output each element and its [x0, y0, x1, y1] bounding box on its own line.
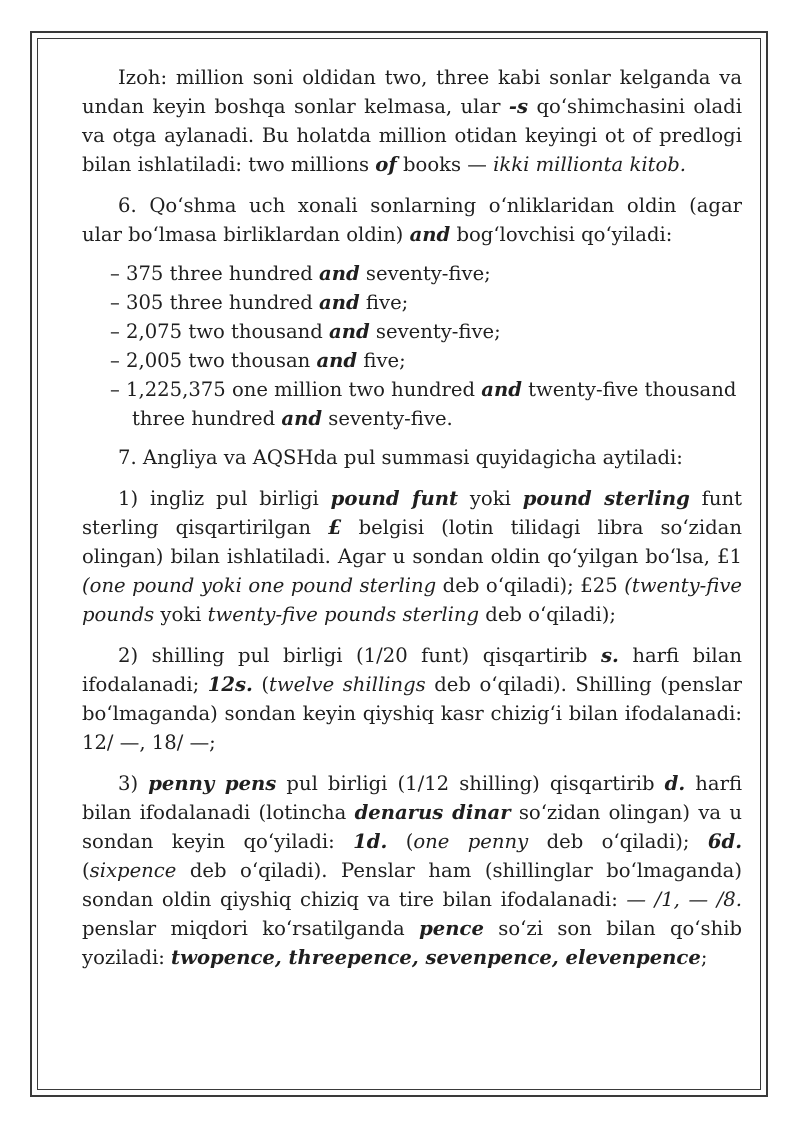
text-span: seventy-five. [322, 407, 453, 430]
emphasis-text: -s [508, 95, 529, 118]
text-span: 2,075 two thousand [126, 320, 330, 343]
text-span: 2,005 two thousan [126, 349, 317, 372]
emphasis-text: and [281, 407, 323, 430]
dash-marker: – [110, 320, 120, 343]
text-span: belgisi (lotin tilidagi libra so‘zidan olingan) bilan ishlatiladi. Agar u sondan oldin qo‘yilgan bo‘lsa, £1 [82, 516, 742, 568]
emphasis-text: d. [664, 772, 686, 795]
text-span: qo‘shimchasini oladi va otga aylanadi. Bu holatda million otidan keyingi ot of predlogi bilan ishlatiladi: two millions [82, 95, 742, 176]
text-span: 305 three hundred [126, 291, 320, 314]
italic-text: — /1, — /8. [626, 888, 742, 911]
emphasis-text: 12s. [207, 673, 253, 696]
dash-marker: – [110, 349, 120, 372]
text-span: deb o‘qiladi). Penslar ham (shillinglar bo‘lmaganda) sondan oldin qiyshiq chiziq va tire bilan ifodalanadi: [82, 859, 742, 911]
text-span: yoki [154, 603, 208, 626]
text-span: yoki [458, 487, 523, 510]
text-span: deb o‘qiladi); £25 [436, 574, 625, 597]
list-item [82, 288, 742, 317]
text-span: 3) [118, 772, 149, 795]
paragraph-shilling [82, 641, 742, 757]
italic-text: twenty-five pounds sterling [207, 603, 480, 626]
italic-text: (twenty-five pounds [82, 574, 742, 626]
paragraph-pound [82, 484, 742, 629]
dash-marker: – [110, 262, 120, 285]
text-span: harfi bilan ifodalanadi (lotincha [82, 772, 743, 824]
emphasis-text: and [409, 223, 451, 246]
emphasis-text: 1d. [353, 830, 388, 853]
text-span: 1,225,375 one million two hundred [126, 378, 482, 401]
text-span: five; [359, 291, 409, 314]
paragraph-rule-7 [82, 443, 742, 472]
dash-marker: – [110, 378, 120, 401]
paragraph-rule-6 [82, 191, 742, 249]
list-item [82, 317, 742, 346]
text-span: penslar miqdori ko‘rsatilganda [82, 917, 420, 940]
text-span: 375 three hundred [126, 262, 320, 285]
emphasis-text: and [329, 320, 370, 343]
text-span: harfi bilan ifodalanadi; [82, 644, 743, 696]
emphasis-text: twopence, threepence, sevenpence, elevenpence [171, 946, 701, 969]
emphasis-text: 6d. [707, 830, 743, 853]
dash-marker: – [110, 291, 120, 314]
paragraph-note [82, 63, 742, 179]
example-list [82, 259, 742, 433]
italic-text: sixpence [89, 859, 177, 882]
emphasis-text: and [316, 349, 358, 372]
text-span: so‘zidan olingan) va u sondan keyin qo‘yiladi: [82, 801, 743, 853]
text-span: 1) ingliz pul birligi [118, 487, 331, 510]
text-span: ( [252, 673, 270, 696]
italic-text: (one pound yoki one pound sterling [82, 574, 437, 597]
emphasis-text: pound sterling [522, 487, 690, 510]
text-span: 2) shilling pul birligi (1/20 funt) qisqartirib [118, 644, 601, 667]
italic-text: twelve shillings [269, 673, 426, 696]
text-span: seventy-five; [369, 320, 501, 343]
text-span: seventy-five; [359, 262, 491, 285]
text-span: 7. Angliya va AQSHda pul summasi quyidagicha aytiladi: [118, 446, 683, 469]
emphasis-text: and [319, 291, 360, 314]
text-span: ( [387, 830, 414, 853]
emphasis-text: pence [419, 917, 484, 940]
paragraph-penny [82, 769, 742, 972]
text-span: twenty-five thousand three hundred [132, 378, 737, 430]
text-span: books — [396, 153, 494, 176]
pound-sign: £ [327, 516, 342, 539]
text-span: funt sterling qisqartirilgan [82, 487, 742, 539]
text-span: so‘zi son bilan qo‘shib yoziladi: [82, 917, 743, 969]
text-span: deb o‘qiladi). Shilling (penslar bo‘lmaganda) sondan keyin qiyshiq kasr chizig‘i bilan ifodalanadi: 12/ —, 18/ —; [82, 673, 742, 754]
text-span: ( [82, 859, 90, 882]
emphasis-text: denarus dinar [354, 801, 511, 824]
text-span: ; [700, 946, 708, 969]
document-body [82, 63, 742, 984]
text-span: five; [357, 349, 406, 372]
text-span: Izoh: million soni oldidan two, three kabi sonlar kelganda va undan keyin boshqa sonlar kelmasa, ular [82, 66, 742, 118]
text-span: pul birligi (1/12 shilling) qisqartirib [276, 772, 665, 795]
emphasis-text: pound funt [330, 487, 459, 510]
text-span: 6. Qo‘shma uch xonali sonlarning o‘nliklaridan oldin (agar ular bo‘lmasa birliklardan oldin) [82, 194, 742, 246]
emphasis-text: of [375, 153, 397, 176]
emphasis-text: penny pens [148, 772, 277, 795]
list-item [82, 375, 742, 433]
italic-text: one penny [413, 830, 529, 853]
emphasis-text: and [481, 378, 522, 401]
text-span: deb o‘qiladi); [479, 603, 617, 626]
text-span: bog‘lovchisi qo‘yiladi: [450, 223, 673, 246]
italic-text: ikki millionta kitob. [493, 153, 687, 176]
emphasis-text: and [319, 262, 360, 285]
list-item [82, 346, 742, 375]
list-item [82, 259, 742, 288]
emphasis-text: s. [601, 644, 619, 667]
text-span: deb o‘qiladi); [528, 830, 708, 853]
